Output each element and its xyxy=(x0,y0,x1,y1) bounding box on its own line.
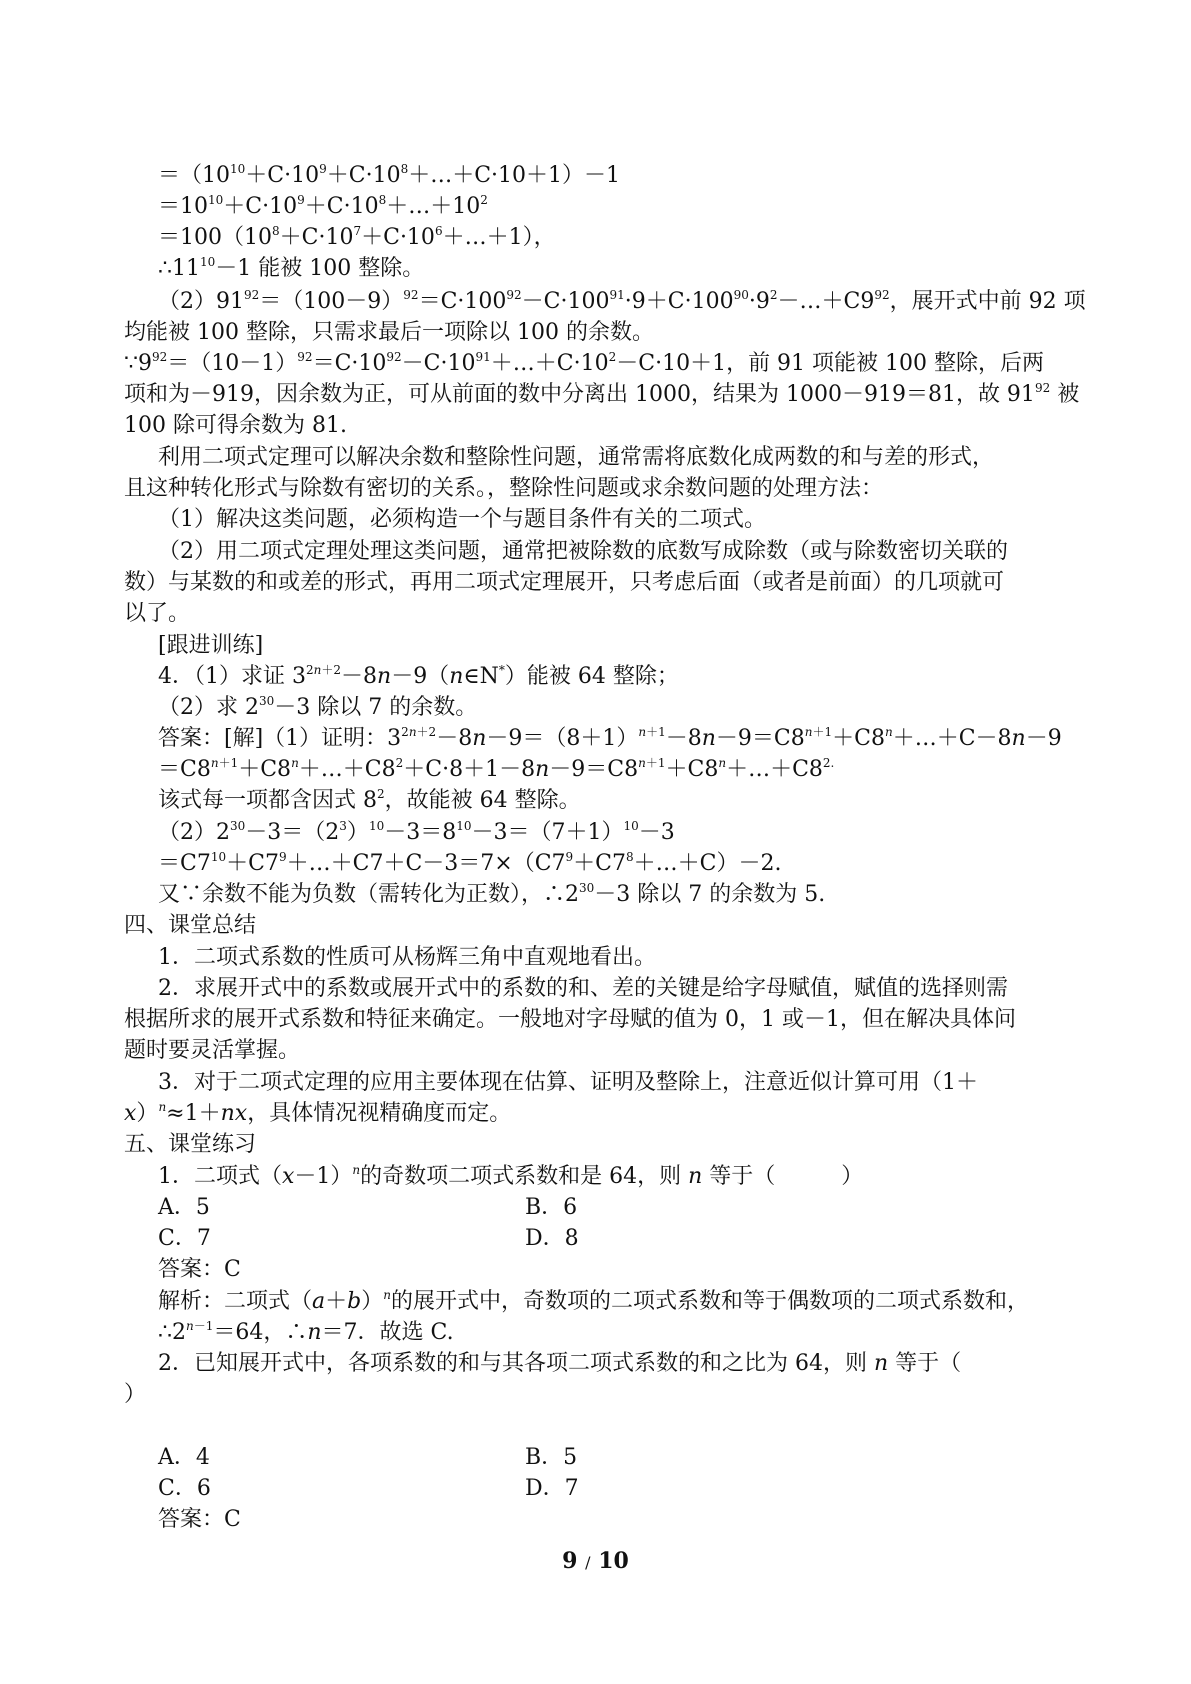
text-line: 2．已知展开式中，各项系数的和与其各项二项式系数的和之比为 64，则 n 等于（ xyxy=(158,1351,962,1376)
text-line: 以了。 xyxy=(124,601,191,626)
text-line: $=C7^{10}+C7^9+\dots+C7+C-3=7\times(C7^9+C7^8+\dots+C)-2$. xyxy=(158,850,782,876)
text-line: 答案：C xyxy=(158,1507,241,1532)
text-line: 1．二项式系数的性质可从杨辉三角中直观地看出。 xyxy=(158,945,656,970)
choice-option: C．7 xyxy=(158,1226,211,1251)
text-line: 根据所求的展开式系数和特征来确定。一般地对字母赋的值为 0，1 或－1，但在解决具体问 xyxy=(124,1007,1016,1032)
text-line: 4．（1）求证 $3^{2n+2}-8n-9(n\in N^*)$能被 64 整除； xyxy=(158,663,679,689)
choice-option: C．6 xyxy=(158,1476,211,1501)
text-line: 项和为－919，因余数为正，可从前面的数中分离出 1000，结果为 1000－919＝81，故 $91^{92}$ 被 xyxy=(124,381,1080,407)
text-line: [跟进训练] xyxy=(158,633,264,658)
text-line: ） xyxy=(124,1382,147,1407)
text-line: $\therefore 11^{10}-1$ 能被 100 整除。 xyxy=(158,255,425,281)
text-line: $\because 9^{92}=(10-1)^{92}=C\cdot 10^{92}-C\cdot 10^{91}+\dots+C\cdot 10^2-C\cdot 10+1$，前 91 项能被 100 整除，后两 xyxy=(124,350,1045,376)
text-line: 3．对于二项式定理的应用主要体现在估算、证明及整除上，注意近似计算可用（1＋ xyxy=(158,1070,978,1095)
text-line: （2）求 $2^{30}-3$ 除以 7 的余数。 xyxy=(158,694,478,720)
text-line: $(2)2^{30}-3=(2^3)^{10}-3=8^{10}-3=(7+1)^{10}-3$ xyxy=(158,819,675,845)
text-line: $=(10^{10}+C\cdot 10^9+C\cdot 10^8+\dots+C\cdot 10+1)-1$ xyxy=(158,162,621,188)
choice-option: B．5 xyxy=(525,1445,578,1470)
text-line: 答案：[解]（1）证明：$3^{2n+2}-8n-9=(8+1)^{n+1}-8n-9=C8^{n+1}+C8^n+\dots+C-8n-9$ xyxy=(158,725,1062,751)
choice-option: A．4 xyxy=(158,1445,210,1470)
text-line: 100 除可得余数为 81. xyxy=(124,413,347,438)
page-separator: / xyxy=(585,1553,591,1572)
text-line: 解析：二项式$(a+b)^n$的展开式中，奇数项的二项式系数和等于偶数项的二项式系数和， xyxy=(158,1288,1030,1314)
text-line: 五、课堂练习 xyxy=(124,1132,257,1157)
text-line: $=C8^{n+1}+C8^n+\dots+C8^2+C\cdot 8+1-8n-9=C8^{n+1}+C8^n+\dots+C8^{2.}$ xyxy=(158,756,835,782)
text-line: 又∵余数不能为负数（需转化为正数），$\therefore 2^{30}-3$ 除以 7 的余数为 5. xyxy=(158,881,826,907)
text-line: 1．二项式$(x-1)^n$的奇数项二项式系数和是 64，则 n 等于（ ） xyxy=(158,1163,864,1189)
page-number xyxy=(0,1546,1191,1578)
text-line: 且这种转化形式与除数有密切的关系。，整除性问题或求余数问题的处理方法： xyxy=(124,476,884,501)
text-line: x）$^n$≈1＋nx，具体情况视精确度而定。 xyxy=(124,1100,512,1126)
text-line: $=100(10^8+C\cdot 10^7+C\cdot 10^6+\dots+1)$， xyxy=(158,224,556,250)
text-line: 均能被 100 整除，只需求最后一项除以 100 的余数。 xyxy=(124,320,654,345)
text-line: $\therefore 2^{n-1}=64$，∴n＝7．故选 C. xyxy=(158,1319,454,1345)
text-line: （1）解决这类问题，必须构造一个与题目条件有关的二项式。 xyxy=(158,507,766,532)
text-line: $(2)91^{92}=(100-9)^{92}=C\cdot 100^{92}-C\cdot 100^{91}\cdot 9+C\cdot 100^{90}\cdot 9^2-\dots+C9^{92}$，展开式中前 92 项 xyxy=(158,288,1086,314)
page-total: 10 xyxy=(598,1548,629,1574)
text-line: 2．求展开式中的系数或展开式中的系数的和、差的关键是给字母赋值，赋值的选择则需 xyxy=(158,976,1008,1001)
page-current: 9 xyxy=(562,1548,578,1574)
text-line: 题时要灵活掌握。 xyxy=(124,1038,301,1063)
text-line: （2）用二项式定理处理这类问题，通常把被除数的底数写成除数（或与除数密切关联的 xyxy=(158,539,1008,564)
text-line: 利用二项式定理可以解决余数和整除性问题，通常需将底数化成两数的和与差的形式， xyxy=(158,445,995,470)
text-line: 答案：C xyxy=(158,1257,241,1282)
text-line: 该式每一项都含因式 $8^2$，故能被 64 整除。 xyxy=(158,787,581,813)
choice-option: B．6 xyxy=(525,1195,578,1220)
choice-option: D．8 xyxy=(525,1226,579,1251)
text-line: 数）与某数的和或差的形式，再用二项式定理展开，只考虑后面（或者是前面）的几项就可 xyxy=(124,570,1005,595)
text-line: 四、课堂总结 xyxy=(124,913,257,938)
choice-option: A．5 xyxy=(158,1195,210,1220)
choice-option: D．7 xyxy=(525,1476,579,1501)
text-line: $=10^{10}+C\cdot 10^9+C\cdot 10^8+\dots+10^2$ xyxy=(158,193,488,219)
